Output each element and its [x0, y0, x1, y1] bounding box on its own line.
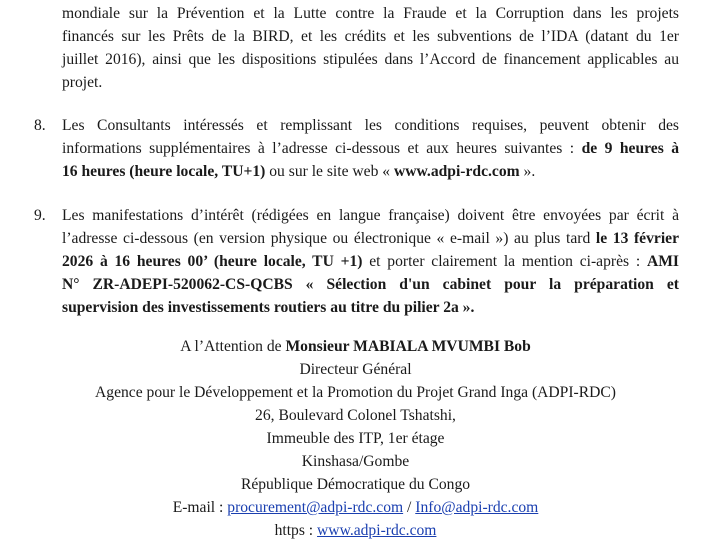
city: Kinshasa/Gombe	[301, 453, 410, 470]
text-line: N° ZR-ADEPI-520062-CS-QCBS « Sélection d'un cabinet pour la préparation et	[62, 276, 679, 293]
text-line: mondiale sur la Prévention et la Lutte contre la Fraude et la Corruption dans les projets	[62, 5, 679, 22]
item-number: 9.	[34, 207, 46, 224]
website-link[interactable]: www.adpi-rdc.com	[317, 522, 437, 539]
text-line: Les Consultants intéressés et remplissant les conditions requises, peuvent obtenir des	[62, 117, 679, 134]
building-address: Immeuble des ITP, 1er étage	[266, 430, 445, 447]
text-line: supervision des investissements routiers au titre du pilier 2a ».	[62, 299, 475, 316]
text-line	[62, 138, 679, 160]
item-number: 8.	[34, 117, 46, 134]
text-span: l’adresse ci-dessous (en version physique ou électronique « e-mail ») au plus tard	[62, 230, 596, 247]
website-label: https :	[274, 522, 318, 539]
text-span: ou sur le site web «	[265, 163, 394, 180]
text-line: juillet 2016), ainsi que les dispositions stipulées dans l’Accord de financement applicables au	[62, 51, 679, 68]
email-link-procurement[interactable]: procurement@adpi-rdc.com	[227, 499, 404, 516]
text-line	[62, 161, 535, 183]
text-line	[62, 228, 679, 250]
email-line	[0, 497, 711, 519]
text-span: A l’Attention de	[180, 338, 286, 355]
bold-text: de 9 heures à	[581, 140, 680, 157]
bold-text: AMI	[646, 253, 679, 270]
email-link-info[interactable]: Info@adpi-rdc.com	[415, 499, 539, 516]
recipient-name: Monsieur MABIALA MVUMBI Bob	[285, 338, 531, 355]
country: République Démocratique du Congo	[240, 476, 471, 493]
text-span: informations supplémentaires à l’adresse ci-dessous et aux heures suivantes :	[62, 140, 582, 157]
recipient-title: Directeur Général	[299, 361, 412, 378]
text-line: Les manifestations d’intérêt (rédigées en langue française) doivent être envoyées par écrit à	[62, 207, 679, 224]
agency-name: Agence pour le Développement et la Promotion du Projet Grand Inga (ADPI-RDC)	[95, 384, 616, 401]
text-line: financés sur les Prêts de la BIRD, et les crédits et les subventions de l’IDA (datant du 1er	[62, 28, 679, 45]
bold-text: 16 heures (heure locale, TU+1)	[62, 163, 266, 180]
email-label: E-mail :	[172, 499, 228, 516]
bold-text: 2026 à 16 heures 00’ (heure locale, TU +1)	[62, 253, 363, 270]
attention-line	[0, 336, 711, 358]
bold-text: le 13 février	[595, 230, 679, 247]
website-line	[0, 520, 711, 542]
text-line: projet.	[62, 74, 103, 91]
street-address: 26, Boulevard Colonel Tshatshi,	[255, 407, 456, 424]
text-span: et porter clairement la mention ci-après :	[362, 253, 647, 270]
separator: /	[403, 499, 416, 516]
text-span: ».	[519, 163, 536, 180]
website-text: www.adpi-rdc.com	[394, 163, 520, 180]
text-line	[62, 251, 679, 273]
